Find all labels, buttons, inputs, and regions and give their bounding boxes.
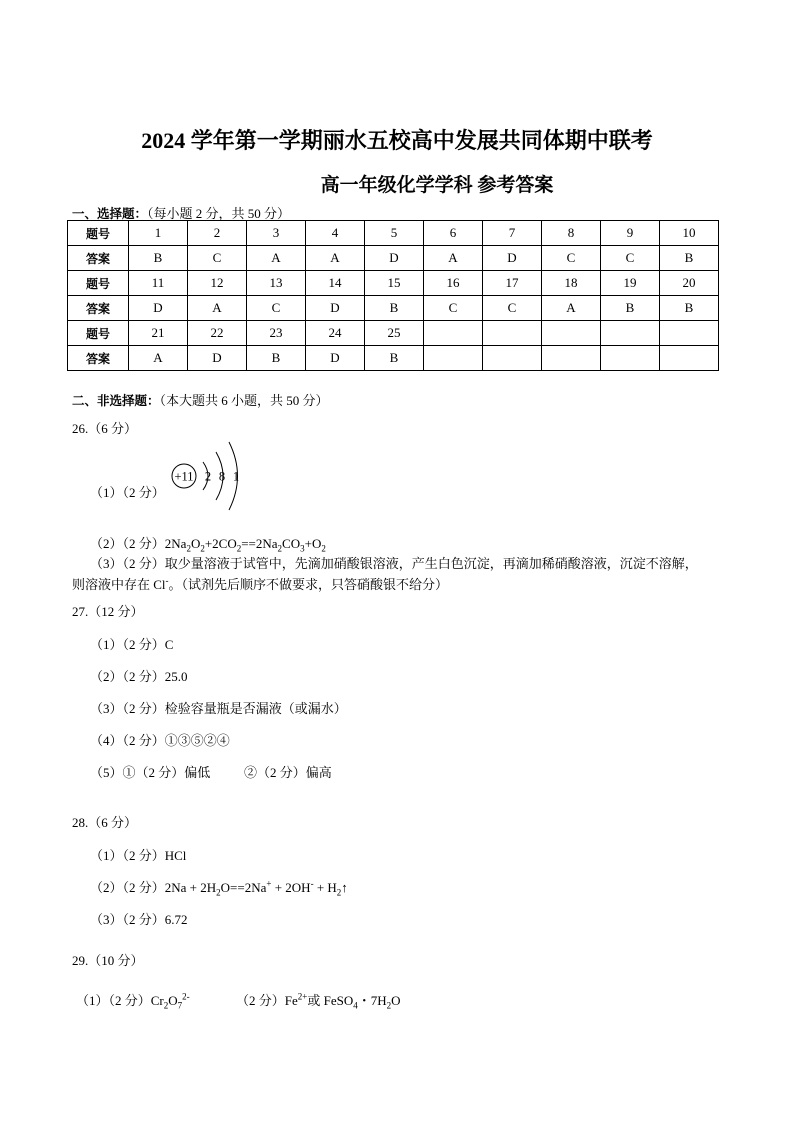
shell-3-electrons: 1	[232, 469, 240, 484]
sodium-atom-structure-diagram	[168, 436, 248, 516]
number-cell: 23	[247, 321, 306, 346]
answer-cell: C	[601, 246, 660, 271]
number-cell: 11	[129, 271, 188, 296]
answer-cell: D	[483, 246, 542, 271]
number-cell	[542, 321, 601, 346]
number-row	[68, 271, 719, 296]
q26-part3-line2	[72, 574, 448, 593]
exam-subtitle: 高一年级化学学科 参考答案	[320, 175, 554, 196]
q28-header: 28.（6 分）	[72, 815, 138, 830]
q29-part1b-label: （2 分）	[236, 993, 285, 1008]
answer-cell: B	[660, 296, 719, 321]
answer-cell: A	[188, 296, 247, 321]
answer-row	[68, 246, 719, 271]
q26-part3-text-b: 。（试剂先后顺序不做要求，只答硝酸银不给分）	[168, 577, 449, 592]
q26-header: 26.（6 分）	[72, 421, 138, 436]
answer-cell	[483, 346, 542, 371]
section-2-heading	[72, 390, 329, 409]
number-cell	[424, 321, 483, 346]
number-cell: 20	[660, 271, 719, 296]
q27-part5a: （5）①（2 分）偏低	[90, 765, 211, 780]
answer-cell: C	[188, 246, 247, 271]
answer-row-header: 答案	[68, 296, 129, 321]
q28-part2: （2）（2 分）$2Na + 2H_2O==2Na^+ + 2OH^-$ + $H_2↑$	[90, 878, 348, 898]
number-row-header: 题号	[68, 321, 129, 346]
number-cell	[483, 321, 542, 346]
answer-cell: A	[129, 346, 188, 371]
answer-cell: C	[483, 296, 542, 321]
answer-cell: A	[424, 246, 483, 271]
number-cell: 16	[424, 271, 483, 296]
q29-part1b: （2 分）$Fe^{2+}$或 FeSO$_4$・$7H_2O$	[236, 991, 401, 1011]
number-cell: 8	[542, 221, 601, 246]
answer-cell: B	[365, 346, 424, 371]
q26-part1: （1）（2 分）	[90, 485, 165, 500]
number-cell: 24	[306, 321, 365, 346]
answer-row	[68, 346, 719, 371]
number-row-header: 题号	[68, 271, 129, 296]
q26-part3-line1: （3）（2 分）取少量溶液于试管中，先滴加硝酸银溶液，产生白色沉淀，再滴加稀硝酸溶液，沉淀不溶解，	[90, 556, 698, 571]
q26-part3-sup: -	[165, 575, 169, 586]
answer-cell: B	[365, 296, 424, 321]
q29-header: 29.（10 分）	[72, 953, 144, 968]
number-cell: 10	[660, 221, 719, 246]
number-cell	[660, 321, 719, 346]
shell-2-electrons: 8	[218, 469, 226, 484]
q27-part2: （2）（2 分）25.0	[90, 669, 188, 684]
number-cell: 3	[247, 221, 306, 246]
q28-part1: （1）（2 分）HCl	[90, 848, 187, 863]
answer-row	[68, 296, 719, 321]
answer-row-header: 答案	[68, 346, 129, 371]
number-cell: 17	[483, 271, 542, 296]
answer-row-header: 答案	[68, 246, 129, 271]
answer-cell: D	[365, 246, 424, 271]
q26-part3-text-a: 则溶液中存在 Cl	[72, 577, 166, 592]
number-cell	[601, 321, 660, 346]
number-cell: 22	[188, 321, 247, 346]
number-cell: 15	[365, 271, 424, 296]
q29-part1b-tail: ・7H	[357, 993, 387, 1008]
answer-cell: C	[424, 296, 483, 321]
q27-header: 27.（12 分）	[72, 604, 144, 619]
number-cell: 18	[542, 271, 601, 296]
answer-cell: A	[247, 246, 306, 271]
answer-cell	[424, 346, 483, 371]
section-2-label: 二、非选择题：	[72, 393, 160, 408]
answer-cell: B	[601, 296, 660, 321]
q27-part4: （4）（2 分）①③⑤②④	[90, 733, 230, 748]
q27-part3: （3）（2 分）检验容量瓶是否漏液（或漏水）	[90, 701, 347, 716]
number-cell: 7	[483, 221, 542, 246]
number-row	[68, 221, 719, 246]
answer-cell	[542, 346, 601, 371]
answer-cell	[660, 346, 719, 371]
answer-cell: B	[129, 246, 188, 271]
answer-cell: A	[542, 296, 601, 321]
number-cell: 9	[601, 221, 660, 246]
answer-cell: B	[247, 346, 306, 371]
q28-part3: （3）（2 分）6.72	[90, 912, 188, 927]
number-cell: 12	[188, 271, 247, 296]
q26-part2: （2）（2 分）$2Na_2O_2+2CO_2==2Na_2CO_3+O_2$	[90, 536, 326, 554]
section-2-note: （本大题共 6 小题，共 50 分）	[159, 393, 329, 408]
number-row	[68, 321, 719, 346]
number-cell: 13	[247, 271, 306, 296]
q27-part5b: ②（2 分）偏高	[244, 765, 332, 780]
answer-cell	[601, 346, 660, 371]
section-1-label: 一、选择题：	[72, 206, 148, 221]
answer-cell: D	[306, 296, 365, 321]
number-cell: 14	[306, 271, 365, 296]
exam-title: 2024 学年第一学期丽水五校高中发展共同体期中联考	[141, 128, 653, 153]
answer-cell: D	[306, 346, 365, 371]
number-cell: 21	[129, 321, 188, 346]
answer-table	[67, 220, 719, 371]
answer-cell: C	[247, 296, 306, 321]
q29-part1b-text: 或 FeSO	[307, 993, 354, 1008]
q28-part2-label: （2）（2 分）	[90, 880, 165, 895]
answer-cell: B	[660, 246, 719, 271]
q26-part2-label: （2）（2 分）	[90, 536, 165, 551]
number-cell: 25	[365, 321, 424, 346]
number-cell: 19	[601, 271, 660, 296]
q29-part1-label: （1）（2 分）	[76, 993, 151, 1008]
shell-1-electrons: 2	[204, 469, 212, 484]
number-cell: 2	[188, 221, 247, 246]
q27-part1: （1）（2 分）C	[90, 637, 174, 652]
section-1-note: （每小题 2 分，共 50 分）	[147, 206, 291, 221]
answer-cell: C	[542, 246, 601, 271]
number-row-header: 题号	[68, 221, 129, 246]
number-cell: 6	[424, 221, 483, 246]
answer-cell: D	[188, 346, 247, 371]
number-cell: 5	[365, 221, 424, 246]
q29-part1: （1）（2 分）$Cr_2O_7^{2-}$	[76, 991, 190, 1011]
number-cell: 1	[129, 221, 188, 246]
number-cell: 4	[306, 221, 365, 246]
nucleus-charge: +11	[174, 469, 194, 484]
answer-cell: A	[306, 246, 365, 271]
answer-cell: D	[129, 296, 188, 321]
